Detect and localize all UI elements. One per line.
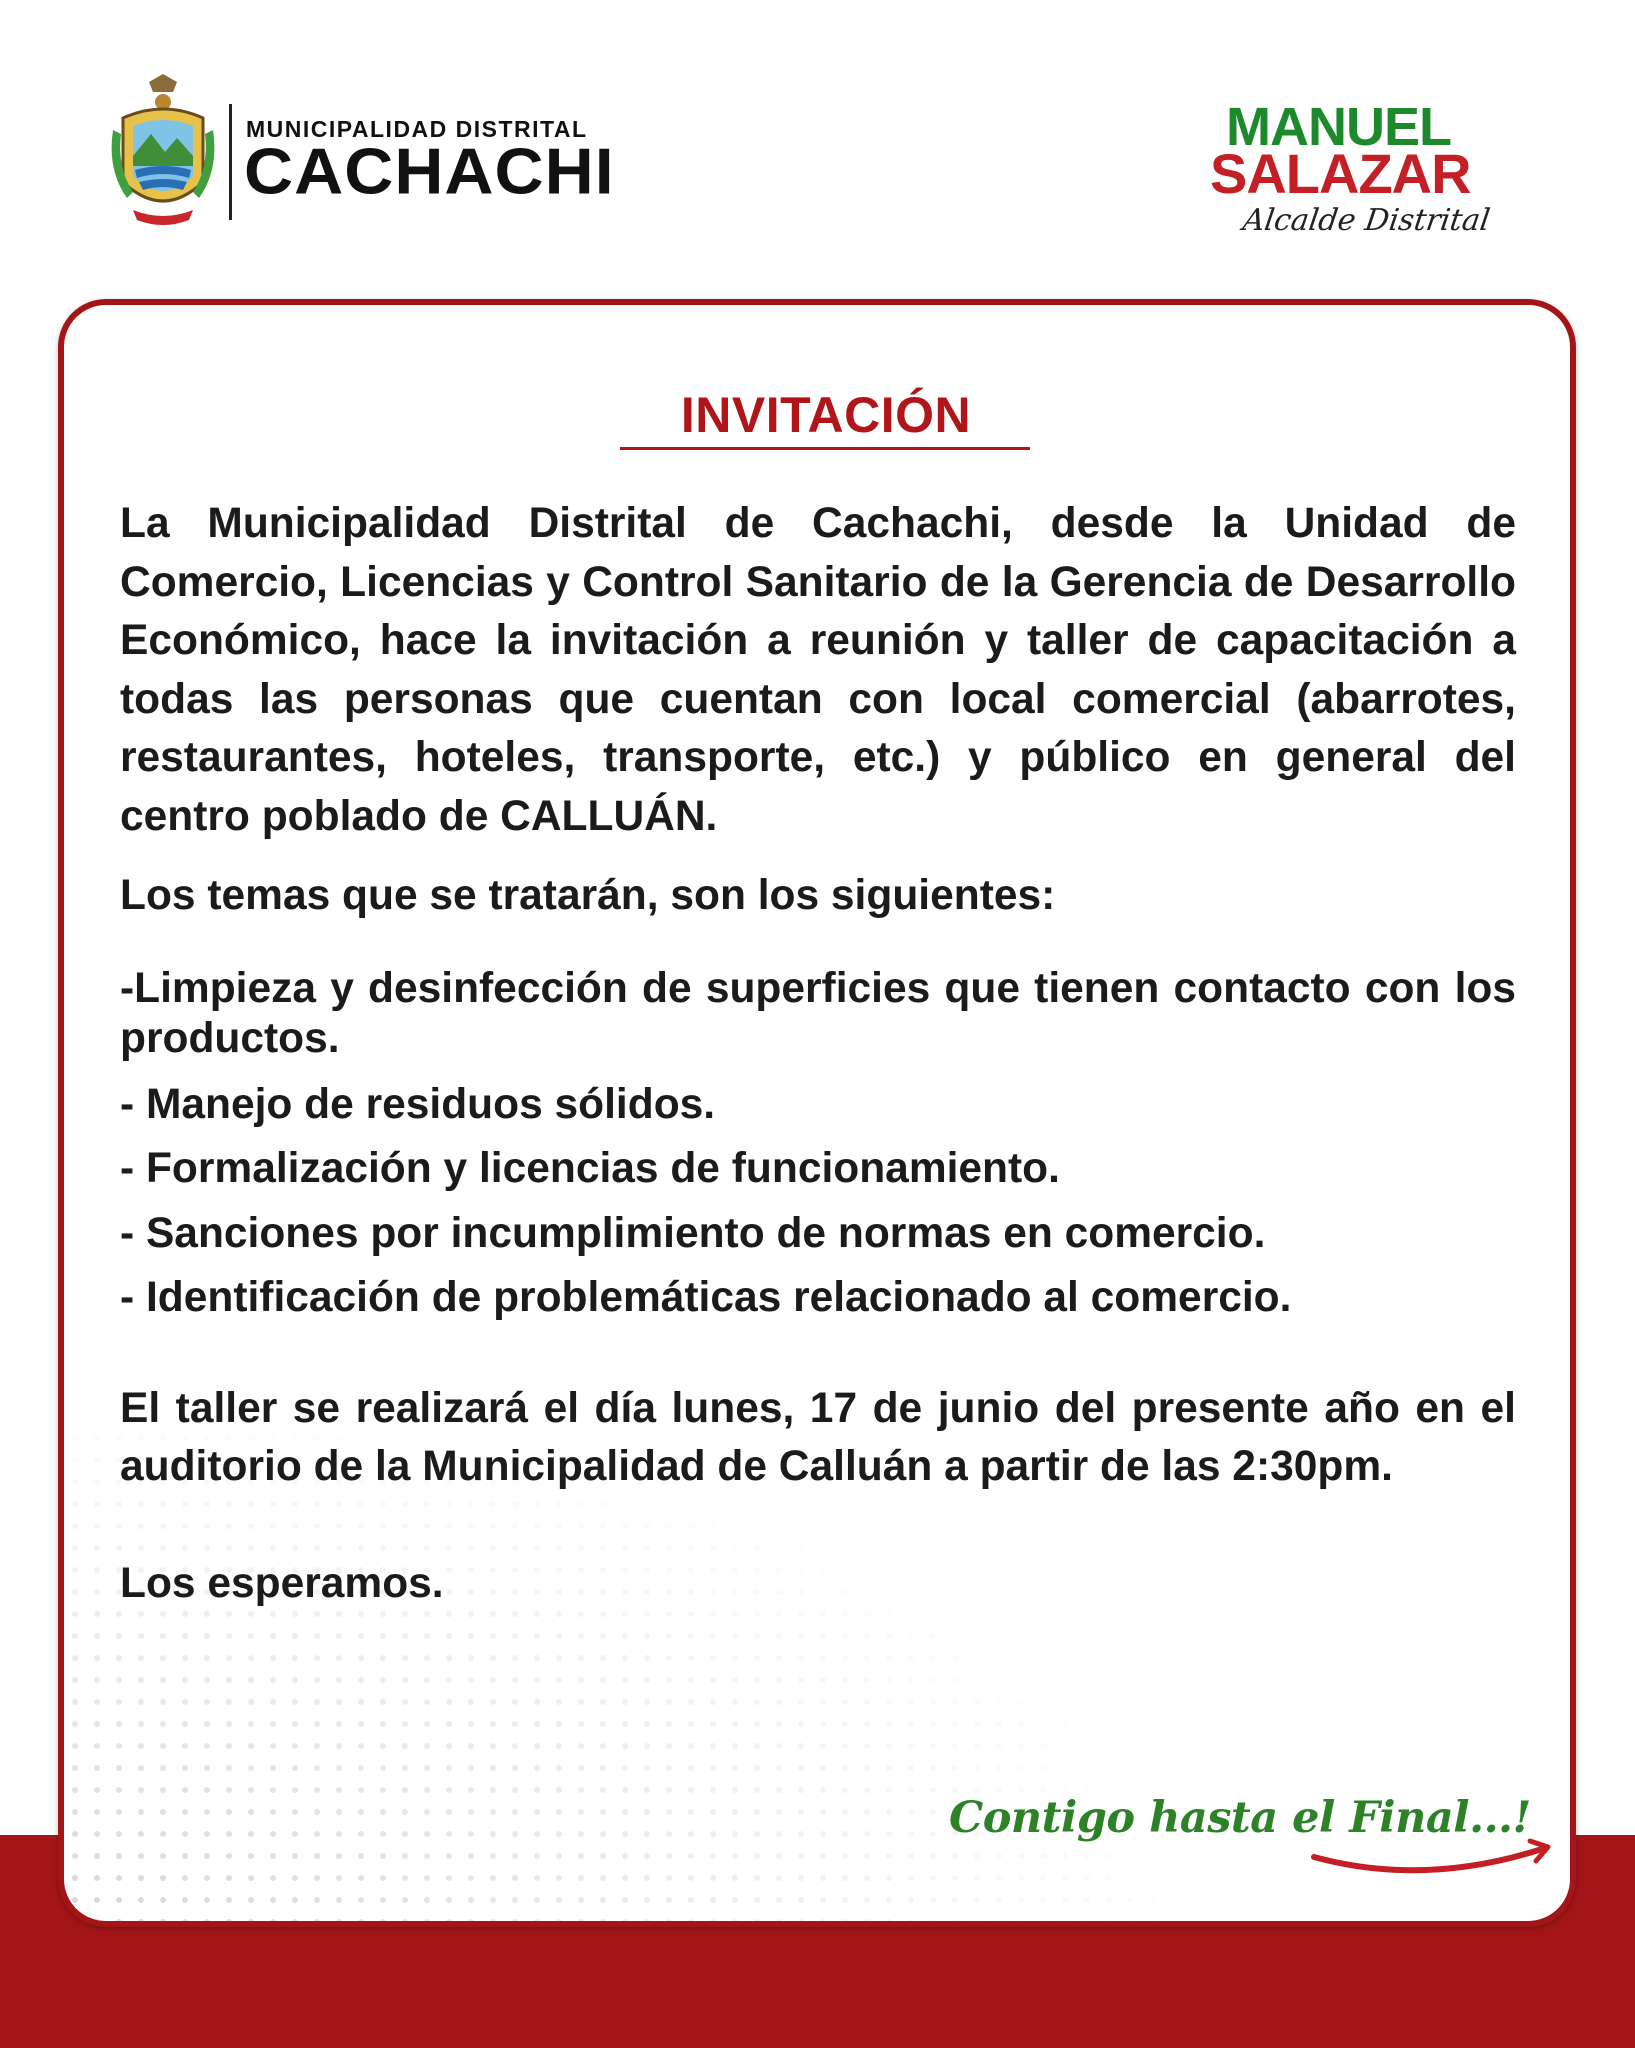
- topics-heading: Los temas que se tratarán, son los siguientes:: [120, 872, 1056, 919]
- schedule-paragraph: El taller se realizará el día lunes, 17 de junio del presente año en el auditorio de la Municipalidad de Calluán a partir de las 2:30pm.: [120, 1384, 1516, 1490]
- document-title: INVITACIÓN: [680, 387, 972, 443]
- document-body: [120, 495, 1516, 1613]
- slogan: Contigo hasta el Final...!: [949, 1793, 1531, 1843]
- topic-item: - Identificación de problemáticas relacionado al comercio.: [120, 1274, 1292, 1321]
- invitation-card: [58, 299, 1576, 1927]
- topic-item: -Limpieza y desinfección de superficies que tienen contacto con los productos.: [120, 964, 1516, 1062]
- mayor-role: Alcalde Distrital: [1240, 203, 1493, 238]
- topic-item: - Sanciones por incumplimiento de normas en comercio.: [120, 1209, 1266, 1257]
- municipality-name-line2: CACHACHI: [244, 135, 615, 209]
- topic-item: - Formalización y licencias de funcionamiento.: [120, 1145, 1060, 1192]
- swoosh-arrow-icon: [1304, 1835, 1564, 1883]
- mayor-first-name: MANUEL: [1226, 97, 1451, 157]
- intro-paragraph: La Municipalidad Distrital de Cachachi, desde la Unidad de Comercio, Licencias y Control Sanitario de la Gerencia de Desarrollo Económico, hace la invitación a reunión y taller de capacitación a todas las personas que cuentan con local comercial (abarrotes, restaurantes, hoteles, transporte, etc.) y público en general del centro poblado de CALLUÁN.: [120, 500, 1516, 840]
- logo-divider: [229, 104, 232, 220]
- header: [0, 0, 1635, 290]
- mayor-last-name: SALAZAR: [1210, 142, 1471, 205]
- closing-line: Los esperamos.: [120, 1559, 444, 1607]
- title-underline: [620, 447, 1030, 450]
- topics-list: [120, 964, 1516, 1328]
- municipality-name-line1: MUNICIPALIDAD DISTRITAL: [246, 116, 588, 142]
- topic-item: - Manejo de residuos sólidos.: [120, 1080, 716, 1128]
- municipal-crest-icon: [103, 70, 223, 240]
